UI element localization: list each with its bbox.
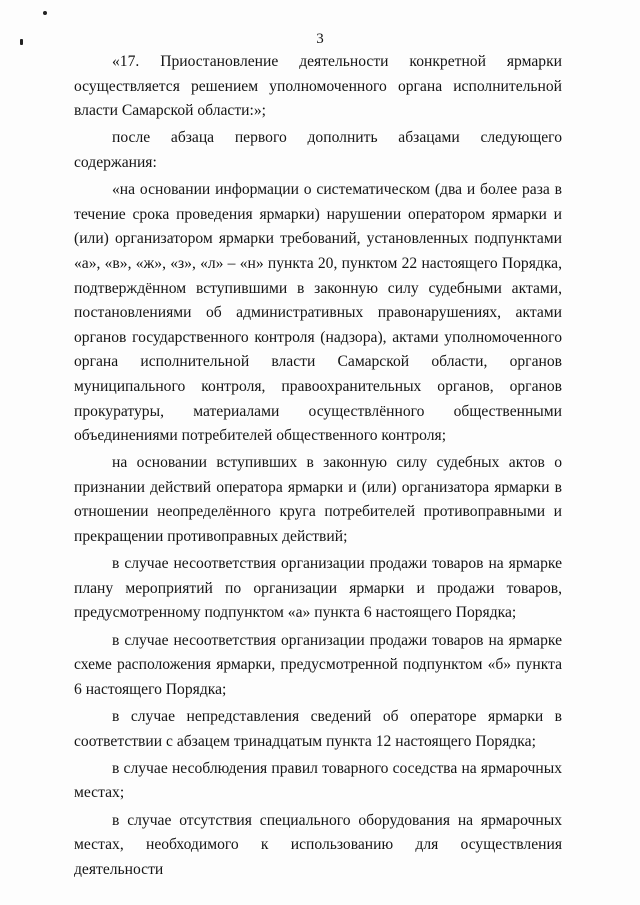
document-body <box>74 50 562 882</box>
paragraph: в случае несоответствия организации продажи товаров на ярмарке плану мероприятий по организации ярмарки и продажи товаров, предусмотренному подпунктом «а» пункта 6 настоящего Порядка; <box>74 555 562 622</box>
paragraph: «17. Приостановление деятельности конкретной ярмарки осуществляется решением уполномоченного органа исполнительной власти Самарской области:»; <box>74 53 562 120</box>
scan-speck <box>43 11 47 15</box>
paragraph: в случае несоблюдения правил товарного соседства на ярмарочных местах; <box>74 759 562 802</box>
page-number: 3 <box>316 31 324 47</box>
paragraph: на основании вступивших в законную силу судебных актов о признании действий оператора ярмарки и (или) организатора ярмарки в отношении неопределённого круга потребителей противоправными и прекращении противоправных действий; <box>74 454 562 546</box>
paragraph: в случае непредставления сведений об операторе ярмарки в соответствии с абзацем тринадцатым пункта 12 настоящего Порядка; <box>74 708 562 750</box>
paragraph: «на основании информации о систематическом (два и более раза в течение срока проведения ярмарки) нарушении оператором ярмарки и (или) организатором ярмарки требований, установленных подпунктами «а», «в», «ж», «з», «л» – «н» пункта 20, пунктом 22 настоящего Порядка, подтверждённом вступившими в законную силу судебными актами, постановлениями об административных правонарушениях, актами органов государственного контроля (надзора), актами уполномоченного органа исполнительной власти Самарской области, органов муниципального контроля, правоохранительных органов, органов прокуратуры, материалами осуществлённого общественными объединениями потребителей общественного контроля; <box>74 181 562 445</box>
paragraph: в случае отсутствия специального оборудования на ярмарочных местах, необходимого к использованию для осуществления деятельности <box>74 811 562 878</box>
paragraph: после абзаца первого дополнить абзацами следующего содержания: <box>74 129 562 171</box>
paragraph: в случае несоответствия организации продажи товаров на ярмарке схеме расположения ярмарки, предусмотренной подпунктом «б» пункта 6 настоящего Порядка; <box>74 631 562 698</box>
